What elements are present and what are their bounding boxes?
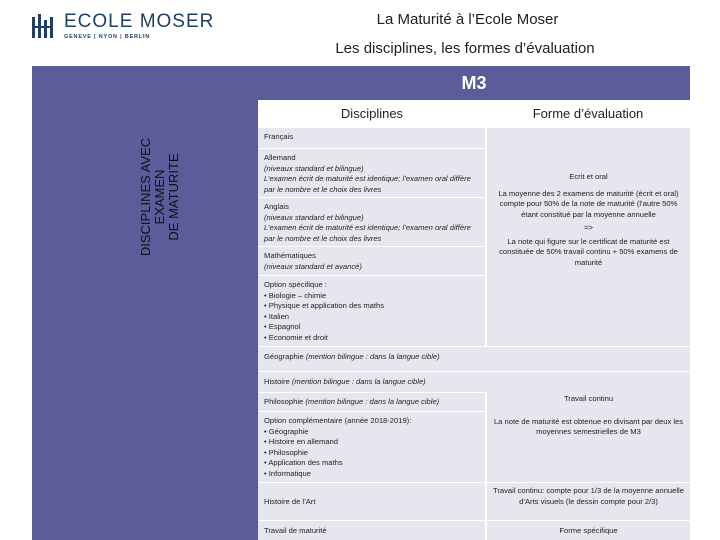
table-header	[258, 100, 690, 128]
logo-name: ECOLE MOSER	[64, 11, 215, 32]
list-item: • Application des maths	[264, 458, 343, 467]
eval-specifique-label: Forme spécifique	[559, 526, 618, 535]
row-travail-maturite	[258, 521, 485, 540]
eval-art	[487, 483, 690, 520]
row-option-title: Option spécifique :	[264, 280, 327, 289]
side-label-line2: EXAMEN	[152, 169, 167, 225]
row-maths	[258, 247, 485, 275]
list-item: • Economie et droit	[264, 332, 328, 342]
row-travail-maturite-label: Travail de maturité	[264, 526, 327, 535]
eval-exams	[487, 128, 690, 346]
disciplines-table	[258, 100, 690, 540]
side-label-line3: DE MATURITE	[166, 153, 181, 241]
row-histoire-note: (mention bilingue : dans la langue cible)	[291, 377, 426, 386]
eval-art-note: Travail continu: compte pour 1/3 de la moyenne annuelle d’Arts visuels (le dessin compte pour 2/3)	[493, 486, 684, 506]
list-item: • Espagnol	[264, 322, 301, 331]
row-geographie-label: Géographie	[264, 352, 304, 361]
header-evaluation: Forme d’évaluation	[532, 106, 644, 121]
header-disciplines: Disciplines	[340, 106, 404, 121]
row-option-specifique	[258, 276, 485, 346]
eval-continu-note: La note de maturité est obtenue en divisant par deux les moyennes semestrielles de M3	[493, 416, 684, 436]
row-histoire-art	[258, 483, 485, 520]
level-banner: M3	[258, 66, 690, 100]
row-francais-label: Français	[264, 132, 294, 141]
row-allemand	[258, 149, 485, 197]
row-geographie	[258, 347, 690, 371]
row-histoire-art-label: Histoire de l’Art	[264, 497, 316, 506]
school-logo	[32, 12, 214, 42]
eval-specifique	[487, 521, 690, 540]
row-anglais-note: L’examen écrit de maturité est identique; l’examen oral diffère par le nombre et le choix des livres	[264, 223, 471, 243]
logo-cities: GENEVE | NYON | BERLIN	[64, 34, 151, 40]
row-francais	[258, 128, 485, 148]
page-title: La Maturité à l’Ecole Moser	[376, 11, 559, 28]
list-item: • Physique et application des maths	[264, 301, 385, 310]
list-item: • Géographie	[264, 426, 309, 436]
list-item: • Philosophie	[264, 447, 309, 457]
row-philosophie	[258, 393, 485, 411]
eval-exam-result: La note qui figure sur le certificat de maturité est constituée de 50% travail continu + 50% examens de maturité	[499, 236, 678, 267]
eval-continu	[487, 372, 690, 482]
row-histoire-label: Histoire	[264, 377, 290, 386]
page-subtitle: Les disciplines, les formes d’évaluation	[335, 40, 595, 57]
row-option-complementaire	[258, 412, 485, 482]
eval-exam-type: Ecrit et oral	[569, 172, 608, 181]
list-item: • Histoire en allemand	[264, 437, 338, 446]
side-label	[132, 122, 188, 272]
row-allemand-note: L’examen écrit de maturité est identique; l’examen oral diffère par le nombre et le choix des livres	[264, 174, 471, 194]
row-philosophie-note: (mention bilingue : dans la langue cible)	[305, 397, 440, 406]
row-anglais	[258, 198, 485, 246]
row-philosophie-label: Philosophie	[264, 397, 304, 406]
list-item: • Informatique	[264, 468, 311, 478]
row-allemand-title: Allemand	[264, 153, 296, 162]
eval-exam-note: La moyenne des 2 examens de maturité (écrit et oral) compte pour 50% de la note de maturité (l’autre 50% étant constitué par la moyenne annuelle	[498, 188, 679, 219]
logo-mark-icon	[32, 14, 56, 38]
eval-continu-type: Travail continu	[563, 394, 614, 403]
row-anglais-title: Anglais	[264, 202, 289, 211]
row-geographie-note: (mention bilingue : dans la langue cible)	[305, 352, 440, 361]
row-anglais-level: (niveaux standard et bilingue)	[264, 212, 364, 222]
list-item: • Biologie – chimie	[264, 290, 327, 300]
list-item: • Italien	[264, 311, 290, 321]
row-maths-title: Mathématiques	[264, 251, 316, 260]
row-allemand-level: (niveaux standard et bilingue)	[264, 163, 364, 173]
row-compl-title: Option complémentaire (année 2018-2019):	[264, 416, 412, 425]
eval-arrow: =>	[584, 223, 593, 232]
side-label-line1: DISCIPLINES AVEC	[138, 137, 153, 257]
row-maths-level: (niveaux standard et avancé)	[264, 261, 362, 271]
